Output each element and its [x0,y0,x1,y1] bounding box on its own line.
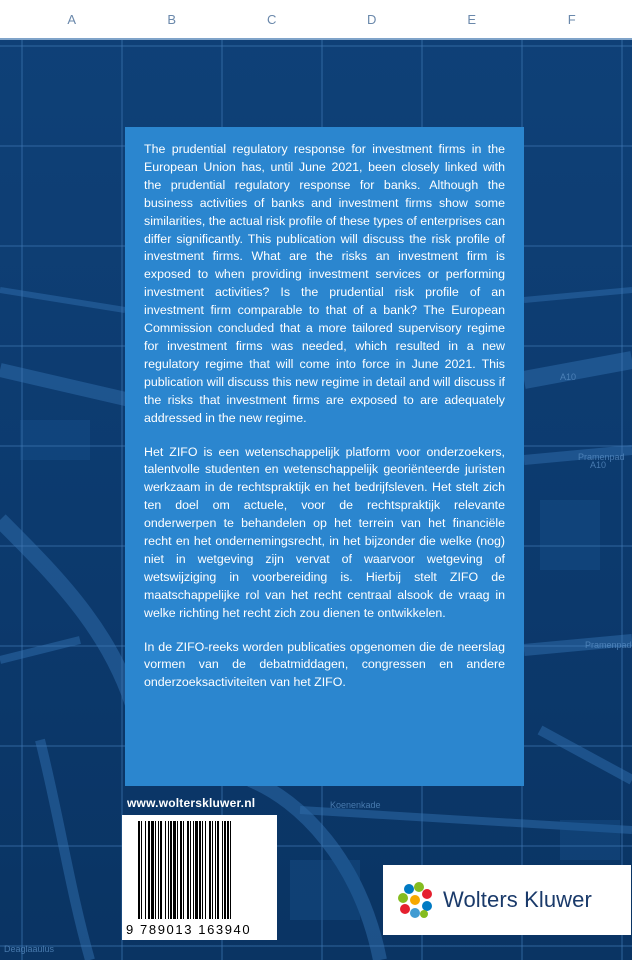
map-label-a10-east: A10 [590,460,607,470]
ruler-label-e: E [467,12,477,27]
english-summary: The prudential regulatory response for investment firms in the European Union has, until June 2021, been closely linked with the prudential regulatory response for banks. Although the business activities of banks and investment firms show some similarities, the actual risk profile of these types of enterprises can differ significantly. This publication will discuss the risk profile of investment firms. What are the risks an investment firm is exposed to when providing investment services or performing investment activities? Is the prudential risk profile of an investment firm comparable to that of a bank? The European Commission concluded that a more tailored supervisory regime for investment firms was needed, which resulted in a new regulatory regime that will come into force in June 2021. This publication will discuss this new regime in detail and will discuss if the risks that investment firms are exposed to are adequately addressed in the new regime. [144,142,505,425]
brand-name: Wolters Kluwer [443,887,592,912]
publisher-website[interactable]: www.wolterskluwer.nl [127,796,256,810]
wolters-kluwer-mark-icon [397,881,435,919]
column-ruler [0,0,632,40]
blurb-panel [125,127,524,786]
ruler-label-f: F [567,12,577,27]
ruler-label-a: A [67,12,77,27]
barcode-bars [128,821,271,919]
ruler-label-b: B [167,12,177,27]
map-label-deaglaaulus: Deaglaaulus [4,944,55,954]
ruler-label-d: D [367,12,377,27]
ruler-label-c: C [267,12,277,27]
zifo-series-note: In de ZIFO-reeks worden publicaties opgenomen die de neerslag vormen van de debatmiddagen, congressen en andere onderzoeksactiviteiten van het ZIFO. [144,639,505,690]
map-label-pramenpad-north: Pramenpad [578,452,625,462]
isbn-number: 9 789013 163940 [126,922,252,937]
barcode-bar [231,821,234,919]
zifo-description: Het ZIFO is een wetenschappelijk platform voor onderzoekers, talentvolle studenten en wetenschappelijk georiënteerde juristen werkzaam in de rechtspraktijk en het bedrijfsleven. Het stelt zich ten doel om actuele, voor de rechtspraktijk relevante onderwerpen te behandelen op het terrein van het financiële recht en het ondernemingsrecht, in het bijzonder die welke (nog) niet in wetgeving zijn vervat of waarvoor wetgeving of wetswijziging in voorbereiding is. Hierbij stelt ZIFO de maatschappelijke rol van het recht centraal alsook de vraag in welke richting het recht zich zou dienen te ontwikkelen. [144,444,505,620]
publisher-logo [383,865,631,935]
isbn-barcode [122,815,277,940]
map-label-koenenkade: Koenenkade [330,800,381,810]
map-label-a10: A10 [560,372,577,382]
map-label-pramenpad-south: Pramenpad [585,640,632,650]
